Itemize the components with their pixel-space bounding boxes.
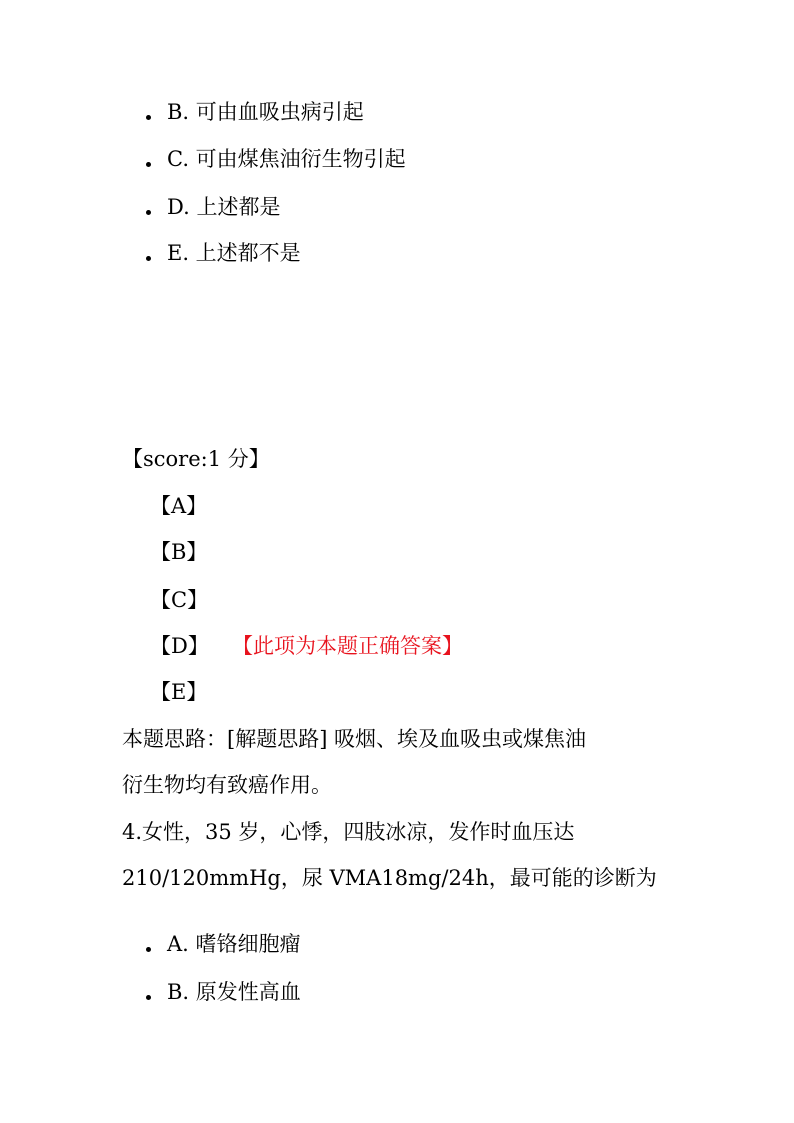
list-bullet: [146, 162, 151, 167]
option-item: C. 可由煤焦油衍生物引起: [167, 147, 406, 171]
list-bullet: [146, 210, 151, 215]
option-item: E. 上述都不是: [167, 241, 301, 265]
list-bullet: [146, 995, 151, 1000]
explanation-line: 本题思路：[解题思路] 吸烟、埃及血吸虫或煤焦油: [122, 727, 587, 751]
score-label: 【score:1 分】: [122, 447, 270, 471]
question-text: 4.女性，35 岁，心悸，四肢冰凉，发作时血压达: [122, 820, 575, 844]
list-bullet: [146, 115, 151, 120]
question-text: 210/120mmHg，尿 VMA18mg/24h，最可能的诊断为: [122, 866, 657, 890]
answer-item-d: 【D】: [150, 634, 209, 658]
option-item: A. 嗜铬细胞瘤: [167, 932, 301, 956]
option-item: B. 原发性高血: [167, 980, 301, 1004]
option-item: B. 可由血吸虫病引起: [167, 100, 364, 124]
list-bullet: [146, 256, 151, 261]
answer-item-c: 【C】: [150, 588, 209, 612]
answer-item-a: 【A】: [150, 494, 208, 518]
answer-item-e: 【E】: [150, 680, 208, 704]
list-bullet: [146, 947, 151, 952]
answer-item-b: 【B】: [150, 540, 208, 564]
correct-answer-note: 【此项为本题正确答案】: [232, 634, 463, 658]
option-item: D. 上述都是: [167, 195, 281, 219]
explanation-line: 衍生物均有致癌作用。: [122, 773, 332, 797]
